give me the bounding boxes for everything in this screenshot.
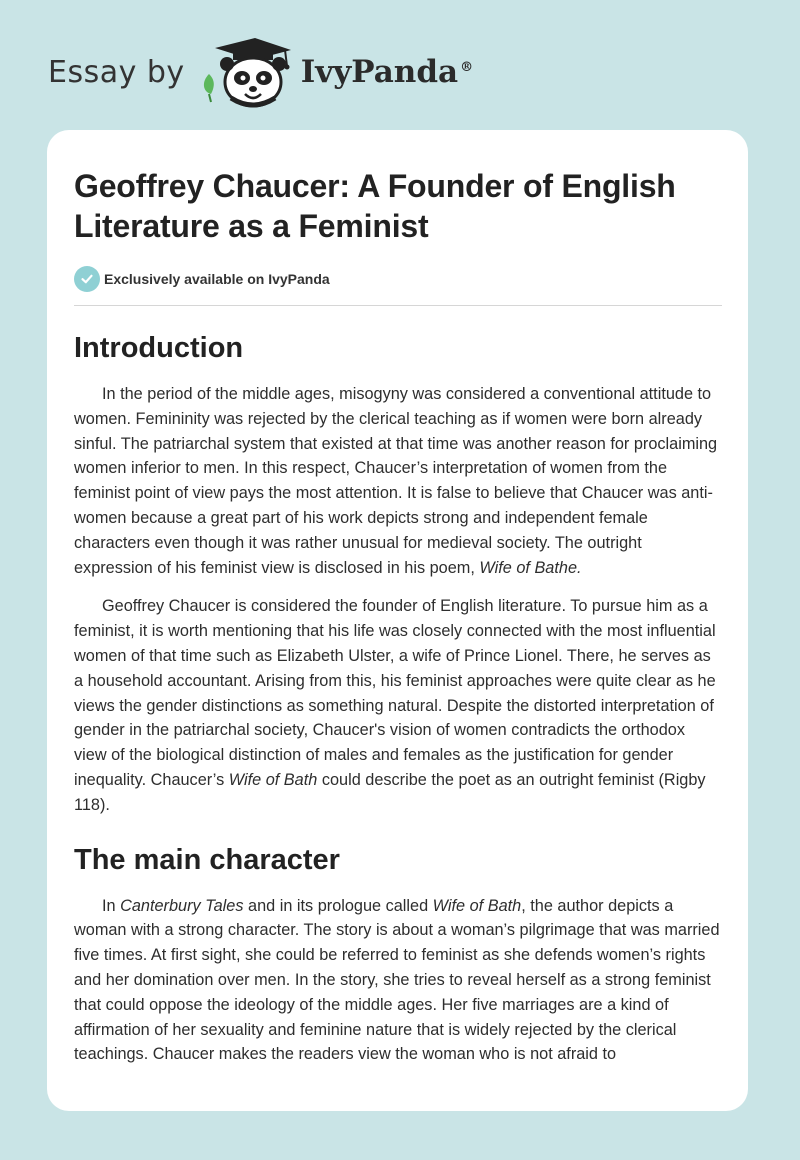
registered-mark: ® — [460, 59, 474, 75]
italic-title: Wife of Bath — [432, 896, 522, 915]
exclusive-label: Exclusively available on IvyPanda — [104, 271, 330, 287]
essay-title: Geoffrey Chaucer: A Founder of English Literature as a Feminist — [74, 168, 676, 244]
section-heading: Introduction — [74, 332, 244, 364]
exclusive-badge — [74, 266, 722, 292]
paragraph: In Canterbury Tales and in its prologue called Wife of Bath, the author depicts a woman with a strong character. The story is about a woman’s pilgrimage that was married five times. At first sight, she could be referred to feminist as she defends women’s rights and her domination over men. In the story, she tries to reveal herself as a strong feminist that could oppose the ideology of the middle ages. Her five marriages are a kind of affirmation of her sexuality and feminine nature that is widely rejected by the clerical teachings. Chaucer makes the readers view the woman who is not afraid to — [74, 896, 720, 1064]
italic-title: Canterbury Tales — [120, 896, 244, 915]
brand-prefix: Essay by — [48, 54, 185, 90]
brand-header — [48, 36, 473, 108]
check-icon — [74, 266, 100, 292]
italic-title: Wife of Bath — [228, 770, 318, 789]
section-heading: The main character — [74, 843, 340, 876]
italic-title: Wife of Bathe. — [479, 558, 582, 577]
panda-graduate-logo-icon — [199, 36, 295, 108]
essay-card — [47, 130, 748, 1111]
divider — [74, 305, 722, 306]
paragraph: Geoffrey Chaucer is considered the founder of English literature. To pursue him as a feminist, it is worth mentioning that his life was closely connected with the most influential women of that time such as Elizabeth Ulster, a wife of Prince Lionel. There, he serves as a household accountant. Arising from this, his feminist approaches were quite clear as he views the gender distinctions as something natural. Despite the distorted interpretation of gender in the patriarchal society, Chaucer's vision of women contradicts the orthodox view of the biological distinction of males and females as the justification for gender inequality. Chaucer’s Wife of Bath could describe the poet as an outright feminist (Rigby 118). — [74, 597, 716, 814]
paragraph: In the period of the middle ages, misogyny was considered a conventional attitude to women. Femininity was rejected by the clerical teaching as if women were born already sinful. The patriarchal system that existed at that time was another reason for proclaiming women inferior to men. In this respect, Chaucer’s interpretation of women from the feminist point of view pays the most attention. It is false to believe that Chaucer was anti-women because a great part of his work depicts strong and independent female characters even though it was rather unusual for medieval society. The outright expression of his feminist view is disclosed in his poem, Wife of Bathe. — [74, 385, 718, 577]
section-introduction — [74, 330, 722, 818]
section-main-character — [74, 842, 722, 1068]
brand-name: IvyPanda ® — [300, 54, 474, 90]
